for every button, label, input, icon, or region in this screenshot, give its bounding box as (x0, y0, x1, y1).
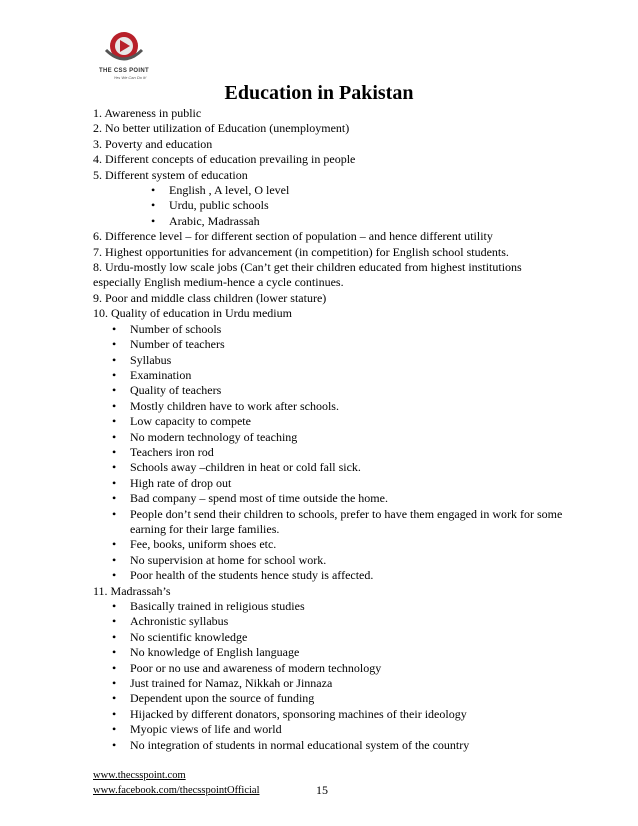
list-item: • Teachers iron rod (130, 445, 563, 460)
list-item: • Urdu, public schools (169, 198, 563, 213)
page-title: Education in Pakistan (224, 82, 414, 104)
point-9: 9. Poor and middle class children (lower stature) (93, 290, 327, 305)
list-item: • Dependent upon the source of funding (130, 691, 563, 706)
list-item: • Achronistic syllabus (130, 614, 563, 629)
list-item: • Fee, books, uniform shoes etc. (130, 537, 563, 552)
madrassah-list (93, 599, 563, 753)
point-5: 5. Different system of education (93, 167, 248, 182)
list-item: • People don’t send their children to schools, prefer to have them engaged in work for some earning for their large families. (130, 507, 563, 538)
list-item: • Basically trained in religious studies (130, 599, 563, 614)
list-item: • English , A level, O level (169, 183, 563, 198)
list-item: • No modern technology of teaching (130, 430, 563, 445)
list-item: • High rate of drop out (130, 476, 563, 491)
list-item: • Examination (130, 368, 563, 383)
list-item: • Low capacity to compete (130, 414, 563, 429)
point-7: 7. Highest opportunities for advancement (in competition) for English school students. (93, 244, 509, 259)
list-item: • Poor health of the students hence study is affected. (130, 568, 563, 583)
urdu-medium-quality-list (93, 322, 563, 584)
list-item: • Schools away –children in heat or cold fall sick. (130, 460, 563, 475)
document-body (93, 106, 563, 753)
point-10: 10. Quality of education in Urdu medium (93, 306, 292, 321)
point-1: 1. Awareness in public (93, 106, 202, 120)
list-item: • Poor or no use and awareness of modern technology (130, 661, 563, 676)
list-item: • Just trained for Namaz, Nikkah or Jinnaza (130, 676, 563, 691)
logo-icon (84, 28, 164, 68)
page-number: 15 (316, 783, 328, 797)
list-item: • Syllabus (130, 353, 563, 368)
logo-text: THE CSS POINT (99, 68, 149, 74)
website-link[interactable]: www.thecsspoint.com (93, 770, 186, 781)
list-item: • Bad company – spend most of time outside the home. (130, 491, 563, 506)
point-8: 8. Urdu-mostly low scale jobs (Can’t get their children educated from highest institutions especially English medium-hence a cycle continues. (93, 260, 522, 290)
point-6: 6. Difference level – for different section of population – and hence different utility (93, 229, 493, 244)
point-4: 4. Different concepts of education prevailing in people (93, 152, 356, 167)
facebook-link[interactable]: www.facebook.com/thecsspointOfficial (93, 785, 260, 796)
point-11: 11. Madrassah’s (93, 583, 171, 598)
list-item: • No knowledge of English language (130, 645, 563, 660)
list-item: • Quality of teachers (130, 383, 563, 398)
logo-tagline: Yes We Can Do It! (113, 75, 147, 80)
point-2: 2. No better utilization of Education (unemployment) (93, 121, 350, 136)
list-item: • Arabic, Madrassah (169, 214, 563, 229)
point-3: 3. Poverty and education (93, 136, 213, 151)
list-item: • Myopic views of life and world (130, 722, 563, 737)
list-item: • Hijacked by different donators, sponsoring machines of their ideology (130, 707, 563, 722)
list-item: • No supervision at home for school work. (130, 553, 563, 568)
education-systems-list (93, 183, 563, 229)
list-item: • Number of schools (130, 322, 563, 337)
logo (84, 28, 180, 82)
list-item: • No integration of students in normal educational system of the country (130, 738, 563, 753)
list-item: • No scientific knowledge (130, 630, 563, 645)
list-item: • Mostly children have to work after schools. (130, 399, 563, 414)
page-footer (93, 768, 260, 798)
list-item: • Number of teachers (130, 337, 563, 352)
